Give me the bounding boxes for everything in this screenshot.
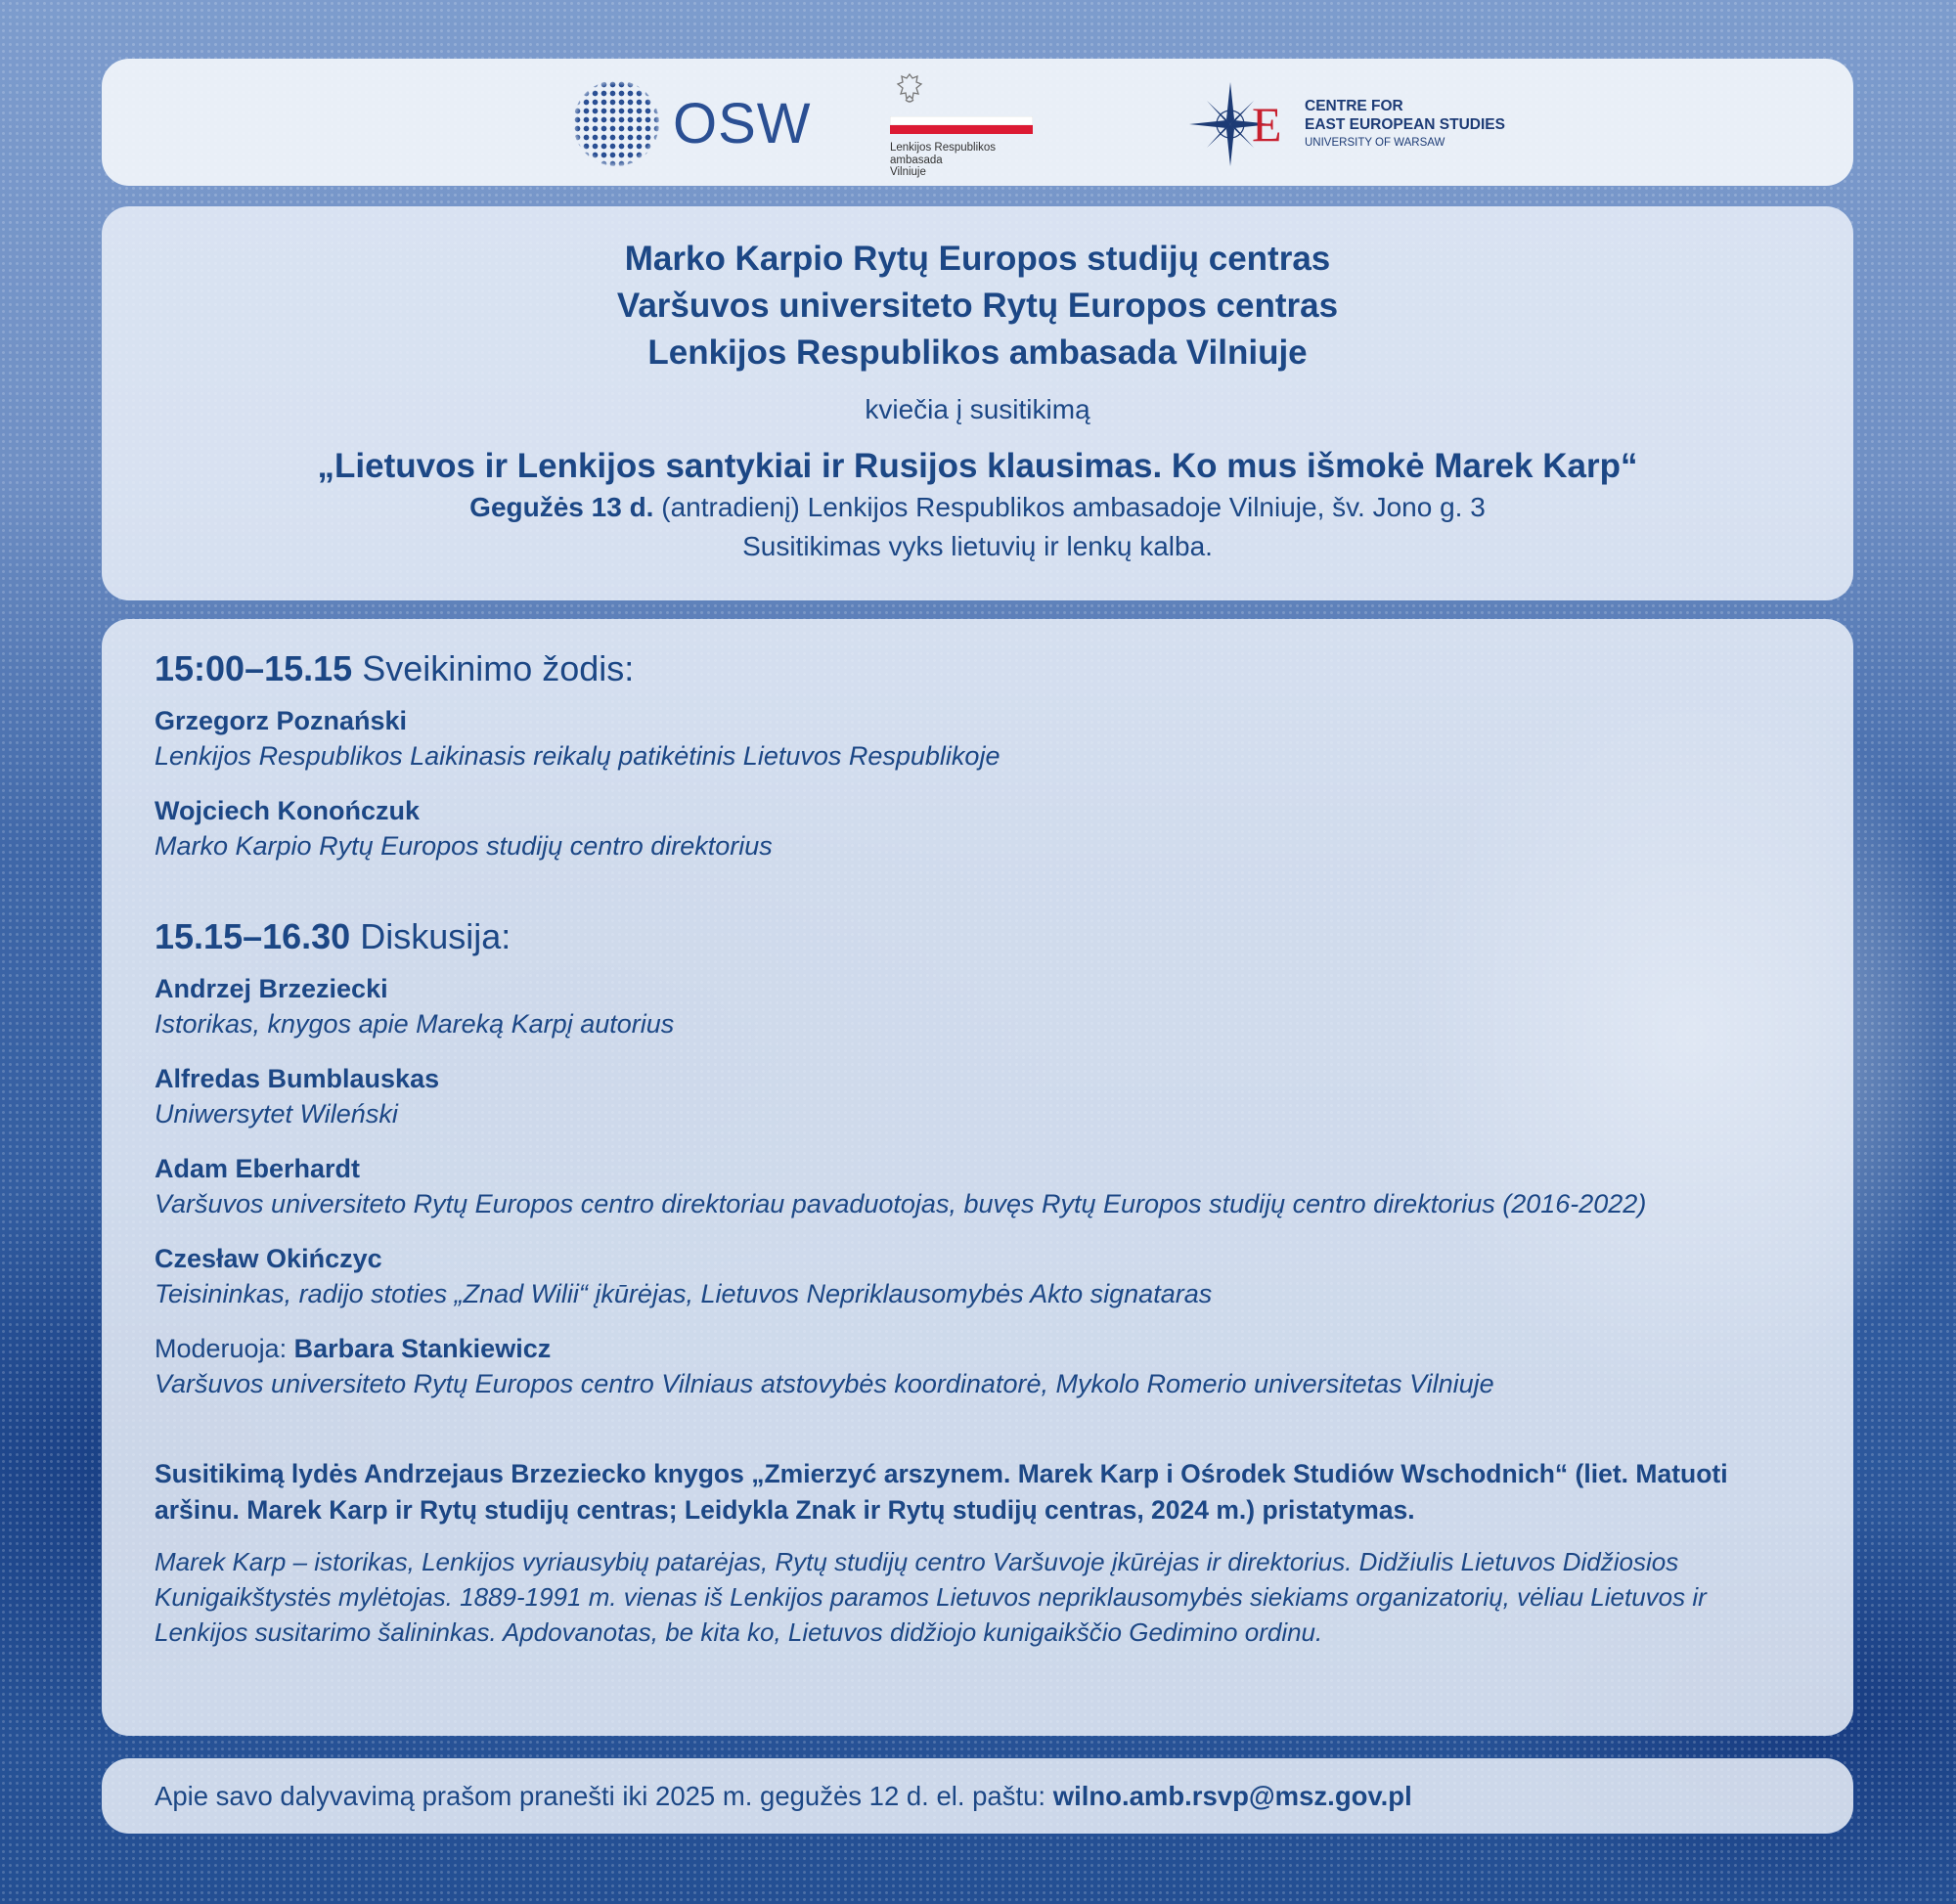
program — [102, 619, 1853, 1736]
embassy-logo-text: Lenkijos Respublikos ambasada Vilniuje — [890, 142, 997, 178]
rsvp-email[interactable]: wilno.amb.rsvp@msz.gov.pl — [1052, 1780, 1412, 1811]
panelist-role: Teisininkas, radijo stoties „Znad Wilii“ įkūrėjas, Lietuvos Nepriklausomybės Akto signataras — [155, 1279, 1213, 1308]
invitation-header — [102, 206, 1853, 600]
moderator-line — [155, 1331, 1800, 1366]
panelist-name: Czesław Okińczyc — [155, 1244, 382, 1273]
rsvp-footer — [102, 1758, 1853, 1834]
moderator — [155, 1331, 1800, 1401]
panelist — [155, 971, 1800, 1041]
moderator-prefix: Moderuoja: — [155, 1334, 294, 1363]
panelist-name: Andrzej Brzeziecki — [155, 974, 388, 1003]
logo-bar — [102, 59, 1853, 186]
osw-logo-text: OSW — [673, 91, 812, 155]
moderator-name: Barbara Stankiewicz — [293, 1334, 552, 1363]
moderator-role: Varšuvos universiteto Rytų Europos centro Vilniaus atstovybės koordinatorė, Mykolo Romerio universitetas Vilniuje — [155, 1369, 1494, 1398]
slot-time: 15:00–15.15 — [155, 648, 353, 688]
globe-icon — [573, 80, 659, 166]
organizers — [102, 206, 1853, 376]
panelist-role: Istorikas, knygos apie Mareką Karpį autorius — [155, 1009, 675, 1039]
speaker — [155, 793, 1800, 863]
invite-text: kviečia į susitikimą — [865, 394, 1090, 424]
book-presentation: Susitikimą lydės Andrzejaus Brzeziecko knygos „Zmierzyć arszynem. Marek Karp i Ośrodek Studiów Wschodnich“ (liet. Matuoti aršinu. Marek Karp ir Rytų studijų centras; Leidykla Znak ir Rytų studijų centras, 2024 m.) pristatymas. — [155, 1459, 1728, 1525]
event-language: Susitikimas vyks lietuvių ir lenkų kalba. — [742, 531, 1213, 561]
polish-flag — [890, 116, 1033, 134]
slot-time: 15.15–16.30 — [155, 916, 351, 956]
osw-logo — [573, 80, 812, 166]
event-date-place — [102, 492, 1853, 523]
panelist-role: Varšuvos universiteto Rytų Europos centro direktoriau pavaduotojas, buvęs Rytų Europos studijų centro direktorius (2016-2022) — [155, 1189, 1647, 1218]
cees-logo — [1187, 80, 1505, 168]
panelist — [155, 1151, 1800, 1221]
rsvp-text: Apie savo dalyvavimą prašom pranešti iki 2025 m. gegužės 12 d. el. paštu: wilno.amb.rsvp@msz.gov.pl — [155, 1780, 1412, 1811]
panelist-name: Alfredas Bumblauskas — [155, 1064, 440, 1093]
organizer-line: Varšuvos universiteto Rytų Europos centras — [616, 287, 1339, 325]
event-place: (antradienį) Lenkijos Respublikos ambasadoje Vilniuje, šv. Jono g. 3 — [653, 492, 1486, 522]
panelist — [155, 1061, 1800, 1131]
cees-logo-text: CENTRE FOR EAST EUROPEAN STUDIES UNIVERSITY OF WARSAW — [1305, 97, 1505, 149]
cees-letter: E — [1252, 97, 1282, 152]
welcome-slot-heading — [155, 648, 1800, 689]
panelist-role: Uniwersytet Wileński — [155, 1099, 398, 1129]
embassy-logo — [890, 72, 1037, 179]
slot-label: Diskusija: — [350, 916, 511, 956]
organizer-line: Lenkijos Respublikos ambasada Vilniuje — [647, 333, 1308, 372]
speaker-role: Lenkijos Respublikos Laikinasis reikalų patikėtinis Lietuvos Respublikoje — [155, 741, 1000, 771]
speaker-name: Wojciech Konończuk — [155, 796, 421, 825]
discussion-slot-heading — [155, 916, 1800, 957]
panelist-name: Adam Eberhardt — [155, 1154, 361, 1183]
event-title: „Lietuvos ir Lenkijos santykiai ir Rusijos klausimas. Ko mus išmokė Marek Karp“ — [317, 447, 1638, 485]
speaker — [155, 703, 1800, 774]
slot-label: Sveikinimo žodis: — [352, 648, 635, 688]
event-date: Gegužės 13 d. — [469, 492, 654, 522]
speaker-name: Grzegorz Poznański — [155, 706, 408, 735]
marek-karp-bio: Marek Karp – istorikas, Lenkijos vyriausybių patarėjas, Rytų studijų centro Varšuvoje įkūrėjas ir direktorius. Didžiulis Lietuvos Didžiosios Kunigaikštystės mylėtojas. 1889-1991 m. vienas iš Lenkijos paramos Lietuvos nepriklausomybės siekiams organizatorių, vėliau Lietuvos ir Lenkijos susitarimo šalininkas. Apdovanotas, be kita ko, Lietuvos didžiojo kunigaikščio Gedimino ordinu. — [155, 1547, 1707, 1647]
organizer-line: Marko Karpio Rytų Europos studijų centras — [624, 240, 1331, 278]
eagle-icon — [896, 72, 923, 106]
compass-rose-icon — [1187, 80, 1297, 168]
speaker-role: Marko Karpio Rytų Europos studijų centro direktorius — [155, 831, 773, 861]
panelist — [155, 1241, 1800, 1311]
